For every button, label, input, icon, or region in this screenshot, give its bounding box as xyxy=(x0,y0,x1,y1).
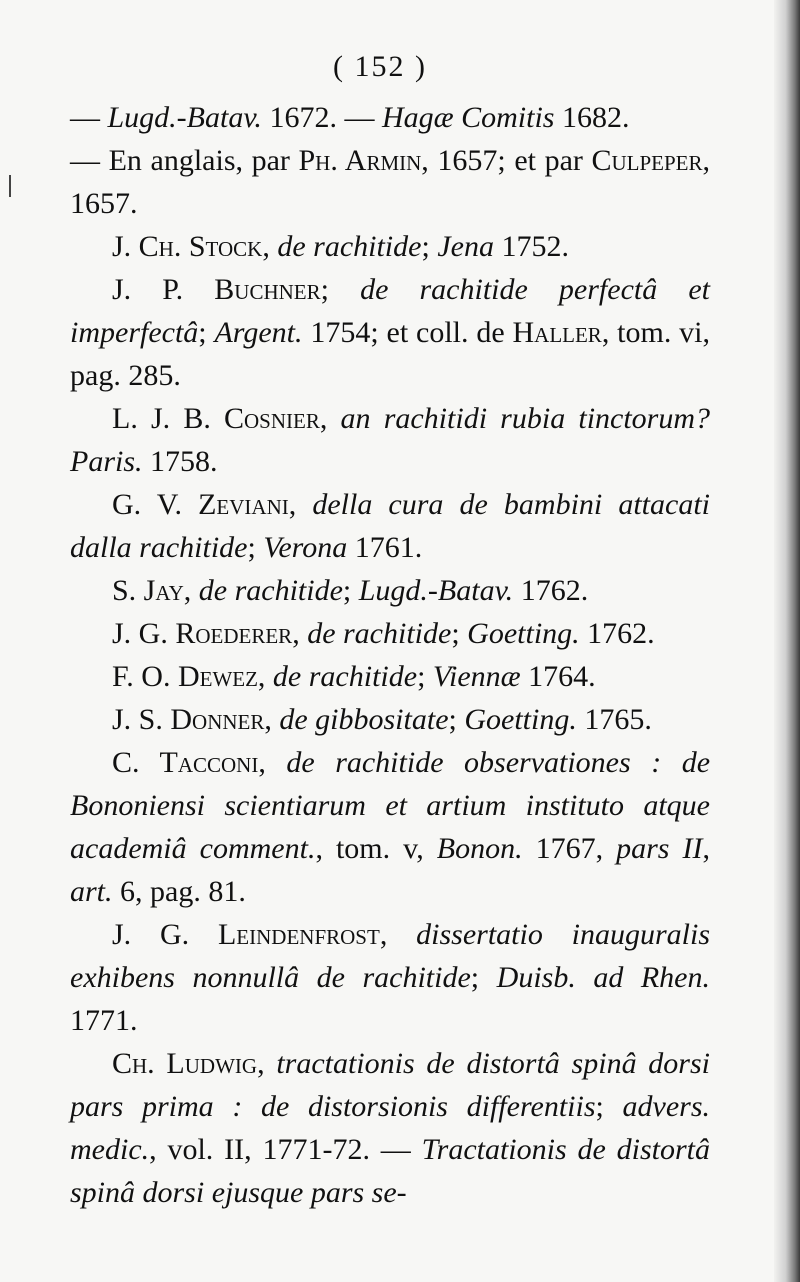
italic-text: Goetting. xyxy=(464,703,577,736)
entry-text: 1767, xyxy=(522,832,617,865)
entry-text: , xyxy=(379,918,417,951)
entry-text xyxy=(669,832,682,865)
italic-text: Jena xyxy=(437,230,494,263)
italic-text: art. xyxy=(70,875,113,908)
bibliography-entry xyxy=(70,225,710,268)
author-name: Ph. Armin xyxy=(298,144,422,177)
author-name: Haller xyxy=(512,316,602,349)
italic-text: pars xyxy=(616,832,670,865)
italic-text: dissertatio inauguralis exhibens nonnullâ de rachitide xyxy=(70,918,710,994)
bibliography-list xyxy=(70,96,710,1214)
author-name: G. V. Zeviani xyxy=(112,488,289,521)
entry-text: ; xyxy=(421,230,438,263)
italic-text: Lugd.-Batav. xyxy=(107,101,262,134)
italic-text: Viennæ xyxy=(432,660,521,693)
italic-text: de gibbositate xyxy=(279,703,449,736)
italic-text: Duisb. ad Rhen. xyxy=(496,961,710,994)
entry-text: ; xyxy=(417,660,433,693)
italic-text: Tractationis de distortâ spinâ dorsi ejusque pars se- xyxy=(70,1133,710,1209)
entry-text: ; xyxy=(448,703,465,736)
author-name: J. S. Donner xyxy=(112,703,265,736)
bibliography-entry xyxy=(70,397,710,483)
entry-text: , 1657. xyxy=(70,144,711,220)
entry-text: 1682. xyxy=(554,101,630,134)
italic-text: Lugd.-Batav. xyxy=(358,574,514,607)
italic-text: de rachitide observationes : de Bononiensi scientiarum et artium instituto atque academiâ comment. xyxy=(70,746,711,865)
italic-text: advers. medic. xyxy=(70,1090,710,1166)
author-name: Culpeper xyxy=(591,144,703,177)
entry-text: 1765. xyxy=(576,703,652,736)
italic-text: de rachitide xyxy=(198,574,343,607)
author-name: J. G. Leindenfrost xyxy=(112,918,380,951)
margin-mark xyxy=(9,175,11,197)
entry-text: — xyxy=(70,101,108,134)
italic-text: de rachitide perfectâ et imperfectâ xyxy=(70,273,710,349)
bibliography-entry xyxy=(70,698,710,741)
author-name: J. P. Buchner xyxy=(112,273,321,306)
entry-text: , xyxy=(257,1047,277,1080)
page-number: ( 152 ) xyxy=(333,50,427,83)
entry-text: , xyxy=(288,488,313,521)
author-name: C. Tacconi xyxy=(112,746,259,779)
entry-text: 1672. — xyxy=(261,101,382,134)
bibliography-entry xyxy=(70,139,710,225)
author-name: J. G. Roederer xyxy=(112,617,293,650)
entry-text: 1762. xyxy=(513,574,589,607)
italic-text: tractationis de distortâ spinâ dorsi pars prima : de distorsionis differentiis xyxy=(70,1047,710,1123)
italic-text: Goetting. xyxy=(467,617,580,650)
entry-text: , xyxy=(319,402,341,435)
entry-text: 1752. xyxy=(493,230,569,263)
italic-text: Hagæ Comitis xyxy=(381,101,555,134)
italic-text: de rachitide xyxy=(277,230,422,263)
entry-text: 6, pag. 81. xyxy=(112,875,246,908)
entry-text: — En anglais, par xyxy=(70,144,299,177)
bibliography-entry xyxy=(70,483,710,569)
entry-text: , xyxy=(264,703,280,736)
entry-text: 1764. xyxy=(520,660,596,693)
bibliography-entry xyxy=(70,1042,710,1214)
author-name: J. Ch. Stock xyxy=(112,230,263,263)
entry-text: , tom. v, xyxy=(315,832,437,865)
entry-text: ; xyxy=(470,961,497,994)
italic-text: II xyxy=(682,832,703,865)
bibliography-entry xyxy=(70,268,710,397)
italic-text: della cura de bambini attacati dalla rachitide xyxy=(70,488,710,564)
entry-text: 1771. xyxy=(70,1004,138,1037)
italic-text: Verona xyxy=(263,531,348,564)
entry-text: , xyxy=(257,660,273,693)
bibliography-entry xyxy=(70,96,710,139)
bibliography-entry xyxy=(70,569,710,612)
entry-text: 1761. xyxy=(347,531,423,564)
entry-text: , tom. vi, pag. 285. xyxy=(70,316,710,392)
author-name: L. J. B. Cosnier xyxy=(112,402,320,435)
author-name: Ch. Ludwig xyxy=(112,1047,258,1080)
entry-text: ; xyxy=(198,316,215,349)
entry-text: ; xyxy=(451,617,468,650)
entry-text: ; xyxy=(342,574,359,607)
entry-text: , xyxy=(258,746,287,779)
italic-text: de rachitide xyxy=(307,617,452,650)
entry-text: 1758. xyxy=(142,445,218,478)
entry-text: 1754; et coll. de xyxy=(302,316,513,349)
author-name: F. O. Dewez xyxy=(112,660,258,693)
page-edge-shadow xyxy=(774,0,800,1282)
bibliography-entry xyxy=(70,612,710,655)
bibliography-entry xyxy=(70,655,710,698)
entry-text: ; xyxy=(247,531,264,564)
entry-text: ; xyxy=(595,1090,623,1123)
italic-text: an rachitidi rubia tinctorum? Paris. xyxy=(70,402,711,478)
entry-text: 1762. xyxy=(579,617,655,650)
entry-text: , xyxy=(702,832,710,865)
entry-text: , xyxy=(292,617,308,650)
bibliography-entry xyxy=(70,913,710,1042)
entry-text: ; xyxy=(320,273,361,306)
italic-text: Bonon. xyxy=(436,832,523,865)
bibliography-entry xyxy=(70,741,710,913)
entry-text: , xyxy=(183,574,199,607)
author-name: S. Jay xyxy=(112,574,184,607)
entry-text: , vol. II, 1771-72. — xyxy=(149,1133,422,1166)
italic-text: Argent. xyxy=(214,316,303,349)
entry-text: , xyxy=(262,230,278,263)
entry-text: , 1657; et par xyxy=(421,144,592,177)
italic-text: de rachitide xyxy=(272,660,418,693)
